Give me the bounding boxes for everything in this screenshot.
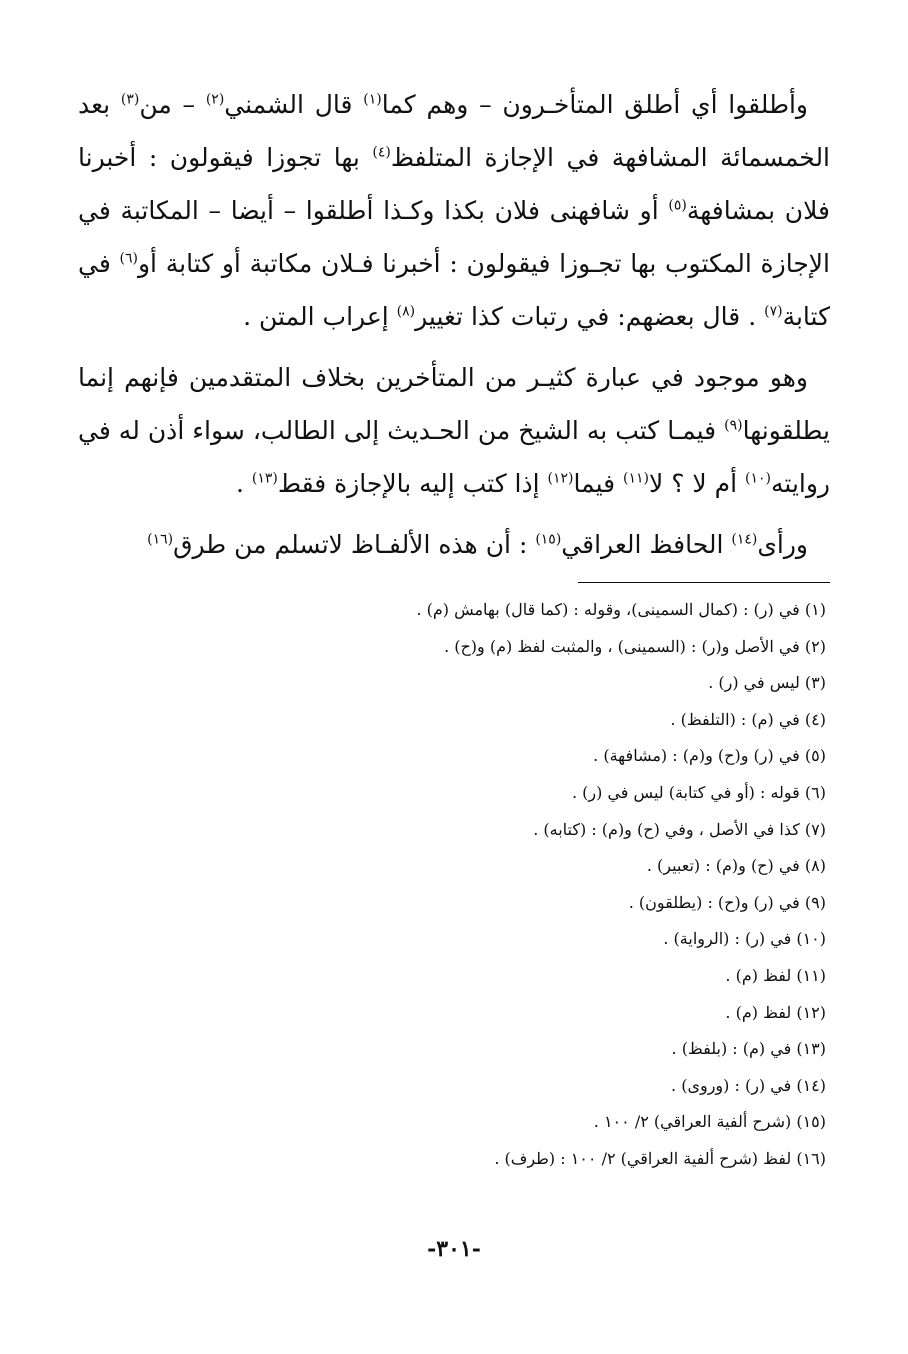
footnote: (١) في (ر) : (كمال السمينى)، وقوله : (كما قال) بهامش (م) . xyxy=(416,600,826,619)
footnote-reference: (١٢) xyxy=(547,470,574,487)
footnote: (٤) في (م) : (التلفظ) . xyxy=(670,709,826,729)
footnote: (١٣) في (م) : (بلفظ) . xyxy=(671,1039,826,1059)
footnotes xyxy=(78,592,826,1178)
text-run: . قال بعضهم: في رتبات كذا تغيير xyxy=(415,302,765,331)
main-text xyxy=(78,78,830,579)
footnote-reference: (٧) xyxy=(764,303,783,320)
footnote-reference: (٦) xyxy=(119,250,138,267)
text-run: وأطلقوا أي أطلق المتأخـرون – وهم كما xyxy=(381,90,808,119)
footnote: (١٦) لفظ (شرح ألفية العراقي) ٢/ ١٠٠ : (طرف) . xyxy=(494,1148,826,1168)
footnote: (٦) قوله : (أو في كتابة) ليس في (ر) . xyxy=(572,782,826,802)
text-run: بعد الخمسمائة المشافهة في الإجازة المتلفظ xyxy=(78,90,831,172)
footnote: (٩) في (ر) و(ح) : (يطلقون) . xyxy=(628,892,826,912)
footnote-reference: (٣) xyxy=(120,91,140,108)
text-run: أم لا ؟ لا xyxy=(649,469,746,498)
footnote: (١١) لفظ (م) . xyxy=(725,965,826,985)
text-run: وهو موجود في عبارة كثيـر من المتأخرين بخلاف المتقدمين فإنهم إنما يطلقونها xyxy=(78,363,830,445)
footnote: (٨) في (ح) و(م) : (تعبير) . xyxy=(646,856,826,876)
footnote-reference: (١٤) xyxy=(731,531,758,548)
footnote-reference: (٤) xyxy=(372,144,391,161)
footnote-reference: (٥) xyxy=(668,197,687,214)
text-run: أو شافهنى فلان بكذا وكـذا أطلقوا – أيضا – المكاتبة في الإجازة المكتوب بها تجـوزا فيقولون : أخبرنا فـلان مكاتبة أو كتابة أو xyxy=(78,196,830,278)
text-run: . xyxy=(235,469,252,498)
footnote-reference: (٩) xyxy=(724,417,743,434)
footnote-reference: (١٠) xyxy=(745,470,771,487)
footnote: (٧) كذا في الأصل ، وفي (ح) و(م) : (كتابه) . xyxy=(533,819,826,839)
footnote: (١٢) لفظ (م) . xyxy=(725,1002,826,1022)
text-run: فيما xyxy=(573,469,624,498)
text-run: : أن هذه الألفـاظ لاتسلم من طرق xyxy=(173,530,536,559)
paragraph xyxy=(78,78,830,343)
text-run: بها تجوزا فيقولون : أخبرنا فلان بمشافهة xyxy=(78,143,830,225)
footnote-separator xyxy=(578,582,830,583)
footnote: (٥) في (ر) و(ح) و(م) : (مشافهة) . xyxy=(593,746,826,766)
footnote-reference: (١٦) xyxy=(147,531,174,548)
text-run: فيمـا كتب به الشيخ من الحـديث إلى الطالب، سواء أذن له في روايته xyxy=(78,416,830,498)
footnote-reference: (١٣) xyxy=(251,470,278,487)
text-run: ورأى xyxy=(757,530,808,559)
text-run: الحافظ العراقي xyxy=(561,530,732,559)
footnote: (١٥) (شرح ألفية العراقي) ٢/ ١٠٠ . xyxy=(593,1112,826,1132)
text-run: إعراب المتن . xyxy=(243,302,397,331)
paragraph xyxy=(78,351,830,510)
text-run: في كتابة xyxy=(78,249,830,331)
text-run: إذا كتب إليه بالإجازة فقط xyxy=(277,469,548,498)
footnote-reference: (١٥) xyxy=(535,531,562,548)
footnote: (٢) في الأصل و(ر) : (السمينى) ، والمثبت لفظ (م) و(ح) . xyxy=(444,636,826,656)
footnote: (١٤) في (ر) : (وروى) . xyxy=(671,1075,826,1095)
text-run: – من xyxy=(139,90,206,119)
footnote-reference: (٨) xyxy=(396,303,416,320)
footnote-reference: (١١) xyxy=(623,470,650,487)
text-run: قال الشمني xyxy=(224,90,364,119)
footnote-reference: (١) xyxy=(363,91,382,108)
footnote: (١٠) في (ر) : (الرواية) . xyxy=(663,929,826,949)
footnote-reference: (٢) xyxy=(205,91,225,108)
footnote: (٣) ليس في (ر) . xyxy=(708,673,826,693)
page-number: -٣٠١- xyxy=(427,1236,481,1262)
paragraph xyxy=(78,518,830,571)
